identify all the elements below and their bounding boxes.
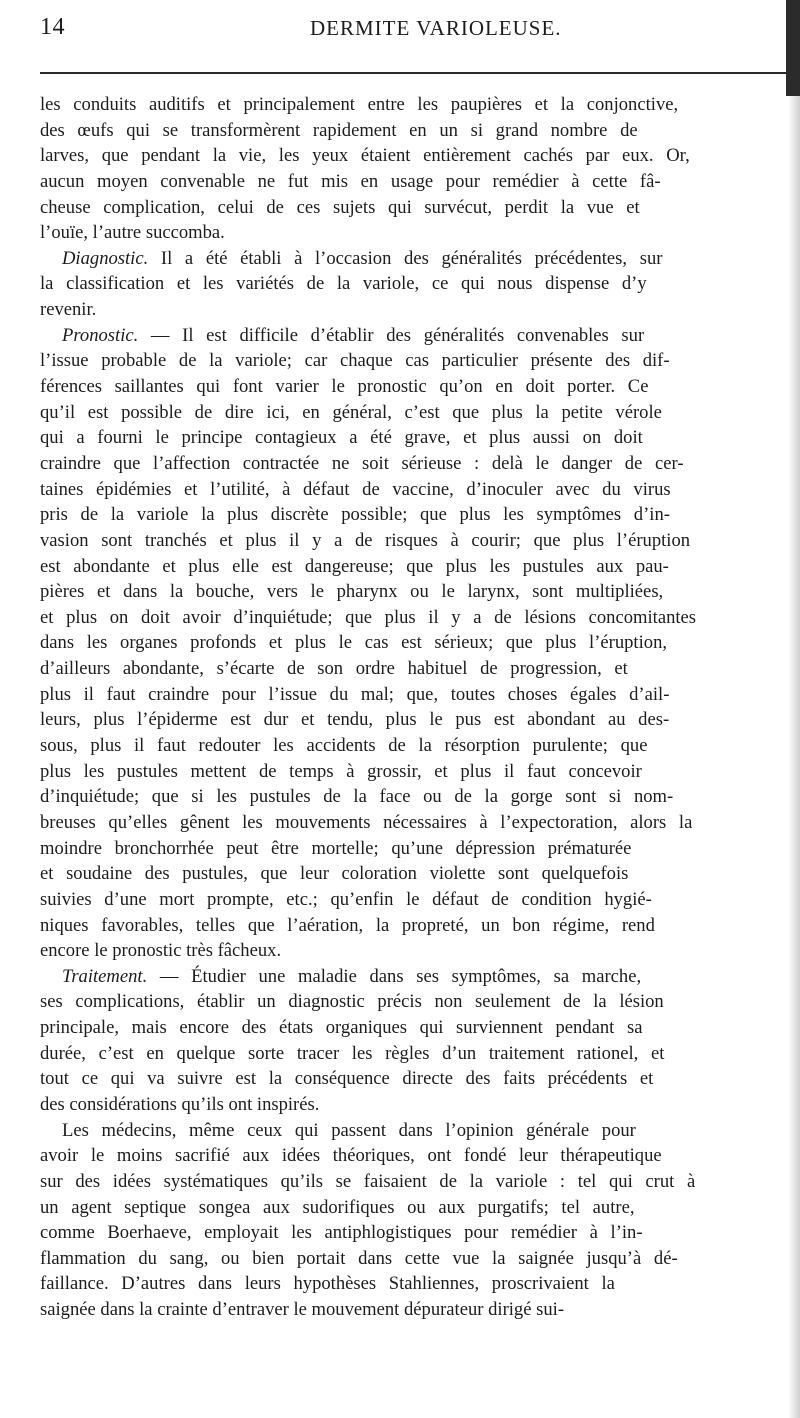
line-text: pières et dans la bouche, vers le pharynx ou le larynx, sont multipliées, — [40, 581, 664, 603]
line-text: durée, c’est en quelque sorte tracer les règles d’un traitement rationel, et — [40, 1042, 665, 1064]
line-text: comme Boerhaeve, employait les antiphlogistiques pour remédier à l’in- — [40, 1222, 643, 1244]
line-text: vasion sont tranchés et plus il y a de risques à courir; que plus l’éruption — [40, 529, 691, 551]
text-line — [40, 1092, 800, 1118]
line-text: saignée dans la crainte d’entraver le mouvement dépurateur dirigé sui- — [40, 1299, 565, 1321]
page-edge-dark-mark — [786, 0, 800, 96]
line-text: sur des idées systématiques qu’ils se faisaient de la variole : tel qui crut à — [40, 1170, 696, 1192]
line-text: qu’il est possible de dire ici, en général, c’est que plus la petite vérole — [40, 401, 662, 423]
line-text: des œufs qui se transformèrent rapidement en un si grand nombre de — [40, 119, 638, 141]
text-line — [40, 477, 800, 503]
text-line — [40, 913, 800, 939]
text-line — [40, 554, 800, 580]
paragraph — [40, 323, 800, 964]
text-line — [40, 938, 800, 964]
paragraph — [40, 246, 800, 323]
page-number: 14 — [40, 14, 65, 40]
text-line — [40, 169, 800, 195]
line-text: qui a fourni le principe contagieux a été grave, et plus aussi on doit — [40, 427, 643, 449]
text-line — [40, 887, 800, 913]
text-line — [40, 1118, 800, 1144]
text-line — [40, 143, 800, 169]
text-line — [40, 1271, 800, 1297]
text-line — [40, 1169, 800, 1195]
text-line — [40, 323, 800, 349]
text-line — [40, 784, 800, 810]
text-line — [40, 195, 800, 221]
line-text: des considérations qu’ils ont inspirés. — [40, 1093, 320, 1115]
text-line — [40, 374, 800, 400]
text-line — [40, 733, 800, 759]
line-text: faillance. D’autres dans leurs hypothèses Stahliennes, proscrivaient la — [40, 1273, 615, 1295]
header-rule — [40, 72, 788, 74]
line-text: l’issue probable de la variole; car chaque cas particulier présente des dif- — [40, 350, 670, 372]
text-line — [40, 810, 800, 836]
text-line — [40, 502, 800, 528]
line-text: et soudaine des pustules, que leur coloration violette sont quelquefois — [40, 863, 629, 885]
text-line — [40, 118, 800, 144]
text-line — [40, 348, 800, 374]
text-line — [40, 707, 800, 733]
line-text: revenir. — [40, 299, 97, 321]
line-text: suivies d’une mort prompte, etc.; qu’enfin le défaut de condition hygié- — [40, 888, 652, 910]
text-line — [40, 861, 800, 887]
line-text: les conduits auditifs et principalement entre les paupières et la conjonctive, — [40, 94, 679, 115]
text-line — [40, 836, 800, 862]
text-line — [40, 759, 800, 785]
line-text: d’inquiétude; que si les pustules de la face ou de la gorge sont si nom- — [40, 786, 674, 808]
section-label: Diagnostic. — [62, 247, 149, 269]
text-line — [40, 964, 800, 990]
body-text — [40, 92, 800, 1323]
paragraph — [40, 1118, 800, 1323]
line-text: taines épidémies et l’utilité, à défaut de vaccine, d’inoculer avec du virus — [40, 478, 671, 500]
line-text: est abondante et plus elle est dangereuse; que plus les pustules aux pau- — [40, 555, 669, 577]
running-title: DERMITE VARIOLEUSE. — [310, 16, 562, 40]
text-line — [40, 656, 800, 682]
line-text: — Il est difficile d’établir des généralités convenables sur — [138, 324, 645, 346]
line-text: pris de la variole la plus discrète possible; que plus les symptômes d’in- — [40, 504, 670, 526]
section-label: Traitement. — [62, 965, 148, 987]
text-line — [40, 246, 800, 272]
line-text: aucun moyen convenable ne fut mis en usage pour remédier à cette fâ- — [40, 170, 661, 192]
line-text: l’ouïe, l’autre succomba. — [40, 222, 225, 244]
text-line — [40, 989, 800, 1015]
text-line — [40, 425, 800, 451]
line-text: d’ailleurs abondante, s’écarte de son ordre habituel de progression, et — [40, 658, 628, 680]
text-line — [40, 630, 800, 656]
text-line — [40, 297, 800, 323]
line-text: plus il faut craindre pour l’issue du mal; que, toutes choses égales d’ail- — [40, 683, 670, 705]
text-line — [40, 605, 800, 631]
text-line — [40, 1015, 800, 1041]
text-line — [40, 92, 800, 118]
text-line — [40, 1041, 800, 1067]
text-line — [40, 451, 800, 477]
line-text: principale, mais encore des états organiques qui surviennent pendant sa — [40, 1017, 643, 1039]
line-text: avoir le moins sacrifié aux idées théoriques, ont fondé leur thérapeutique — [40, 1145, 662, 1167]
text-line — [40, 1143, 800, 1169]
text-line — [40, 1246, 800, 1272]
line-text: flammation du sang, ou bien portait dans cette vue la saignée jusqu’à dé- — [40, 1247, 678, 1269]
line-text: plus les pustules mettent de temps à grossir, et plus il faut concevoir — [40, 760, 642, 782]
text-line — [40, 1220, 800, 1246]
line-text: leurs, plus l’épiderme est dur et tendu, plus le pus est abondant au des- — [40, 709, 670, 731]
line-text: cheuse complication, celui de ces sujets qui survécut, perdit la vue et — [40, 196, 640, 218]
line-text: dans les organes profonds et plus le cas est sérieux; que plus l’éruption, — [40, 632, 668, 654]
line-text: férences saillantes qui font varier le pronostic qu’on en doit porter. Ce — [40, 376, 649, 398]
paragraph — [40, 92, 800, 246]
line-text: la classification et les variétés de la variole, ce qui nous dispense d’y — [40, 273, 647, 295]
line-text: un agent septique songea aux sudorifiques ou aux purgatifs; tel autre, — [40, 1196, 635, 1218]
line-text: larves, que pendant la vie, les yeux étaient entièrement cachés par eux. Or, — [40, 145, 690, 167]
text-line — [40, 220, 800, 246]
text-line — [40, 528, 800, 554]
line-text: Les médecins, même ceux qui passent dans l’opinion générale pour — [62, 1119, 636, 1141]
text-line — [40, 1066, 800, 1092]
line-text: encore le pronostic très fâcheux. — [40, 940, 282, 962]
text-line — [40, 1195, 800, 1221]
text-line — [40, 682, 800, 708]
text-line — [40, 271, 800, 297]
page-header — [40, 14, 788, 50]
line-text: ses complications, établir un diagnostic précis non seulement de la lésion — [40, 991, 664, 1013]
line-text: craindre que l’affection contractée ne soit sérieuse : delà le danger de cer- — [40, 452, 684, 474]
text-line — [40, 400, 800, 426]
line-text: moindre bronchorrhée peut être mortelle; qu’une dépression prématurée — [40, 837, 632, 859]
line-text: Il a été établi à l’occasion des généralités précédentes, sur — [148, 247, 663, 269]
section-label: Pronostic. — [62, 324, 139, 346]
text-line — [40, 579, 800, 605]
line-text: tout ce qui va suivre est la conséquence directe des faits précédents et — [40, 1068, 654, 1090]
paragraph — [40, 964, 800, 1118]
text-line — [40, 1297, 800, 1323]
line-text: breuses qu’elles gênent les mouvements nécessaires à l’expectoration, alors la — [40, 811, 693, 833]
line-text: et plus on doit avoir d’inquiétude; que plus il y a de lésions concomitantes — [40, 606, 697, 628]
line-text: — Étudier une maladie dans ses symptômes, sa marche, — [147, 965, 642, 987]
line-text: sous, plus il faut redouter les accidents de la résorption purulente; que — [40, 735, 648, 757]
line-text: niques favorables, telles que l’aération, la propreté, un bon régime, rend — [40, 914, 655, 936]
